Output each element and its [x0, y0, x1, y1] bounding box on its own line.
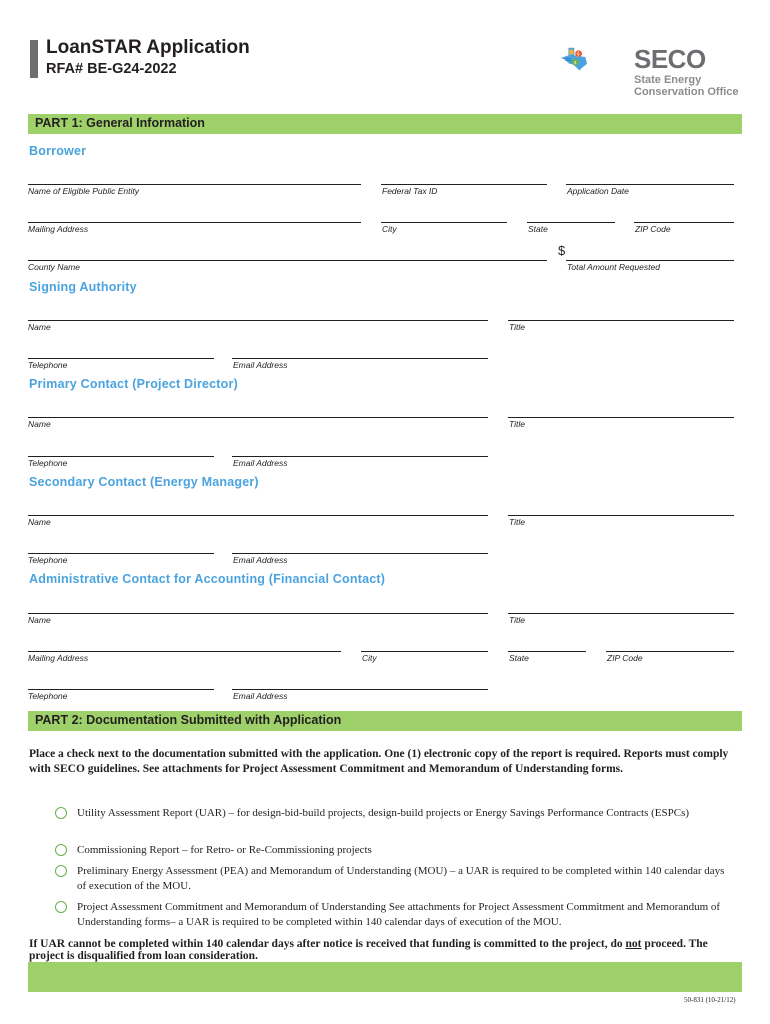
admin-name-field[interactable]: [28, 613, 488, 614]
note-not-emphasis: not: [625, 938, 642, 950]
primary-title-label: Title: [509, 419, 525, 429]
admin-contact-heading: Administrative Contact for Accounting (Financial Contact): [29, 572, 386, 586]
admin-email-label: Email Address: [233, 691, 288, 701]
primary-title-field[interactable]: [508, 417, 734, 418]
option-commissioning-radio[interactable]: [55, 844, 67, 856]
borrower-mailing-address-field[interactable]: [28, 222, 361, 223]
borrower-zip-field[interactable]: [634, 222, 734, 223]
primary-telephone-label: Telephone: [28, 458, 68, 468]
admin-telephone-label: Telephone: [28, 691, 68, 701]
primary-email-field[interactable]: [232, 456, 488, 457]
county-name-label: County Name: [28, 262, 80, 272]
signing-telephone-field[interactable]: [28, 358, 214, 359]
option-pea-mou-radio[interactable]: [55, 865, 67, 877]
borrower-zip-label: ZIP Code: [635, 224, 671, 234]
borrower-heading: Borrower: [29, 144, 87, 158]
county-name-field[interactable]: [28, 260, 547, 261]
admin-mailing-address-field[interactable]: [28, 651, 341, 652]
admin-state-field[interactable]: [508, 651, 586, 652]
part2-title: PART 2: Documentation Submitted with Application: [35, 713, 342, 727]
admin-zip-label: ZIP Code: [607, 653, 643, 663]
rfa-number: RFA# BE-G24-2022: [46, 61, 177, 77]
eligible-entity-label: Name of Eligible Public Entity: [28, 186, 140, 196]
secondary-name-field[interactable]: [28, 515, 488, 516]
admin-telephone-field[interactable]: [28, 689, 214, 690]
signing-email-label: Email Address: [233, 360, 288, 370]
option-assessment-commitment[interactable]: [55, 900, 735, 930]
logo-name: SECO: [634, 44, 706, 74]
admin-zip-field[interactable]: [606, 651, 734, 652]
secondary-telephone-field[interactable]: [28, 553, 214, 554]
borrower-city-field[interactable]: [381, 222, 507, 223]
logo-subtitle: State Energy Conservation Office: [634, 74, 739, 98]
bottom-bar: [28, 962, 742, 992]
title-accent-bar: [30, 40, 38, 78]
eligible-entity-field[interactable]: [28, 184, 361, 185]
admin-title-field[interactable]: [508, 613, 734, 614]
admin-city-field[interactable]: [361, 651, 488, 652]
page-title: LoanSTAR Application: [46, 37, 250, 58]
part2-instructions: Place a check next to the documentation submitted with the application. One (1) electronic copy of the report is required. Reports must comply with SECO guidelines. See attachments for Project Assessment Commitment and Memorandum of Understanding forms.: [29, 748, 729, 775]
signing-title-field[interactable]: [508, 320, 734, 321]
secondary-email-label: Email Address: [233, 555, 288, 565]
admin-city-label: City: [362, 653, 377, 663]
option-commissioning-label: Commissioning Report – for Retro- or Re-Commissioning projects: [77, 844, 372, 856]
signing-name-field[interactable]: [28, 320, 488, 321]
total-amount-field[interactable]: [566, 260, 734, 261]
option-uar-label: Utility Assessment Report (UAR) – for design-bid-build projects, design-build projects or Energy Savings Performance Contracts (ESPCs): [77, 807, 690, 819]
svg-text:$: $: [573, 59, 577, 65]
signing-email-field[interactable]: [232, 358, 488, 359]
primary-contact-heading: Primary Contact (Project Director): [29, 377, 238, 391]
signing-title-label: Title: [509, 322, 525, 332]
secondary-name-label: Name: [28, 517, 51, 527]
borrower-mailing-address-label: Mailing Address: [28, 224, 89, 234]
secondary-title-label: Title: [509, 517, 525, 527]
application-date-field[interactable]: [566, 184, 734, 185]
option-pea-mou[interactable]: [55, 864, 735, 894]
option-assessment-commitment-radio[interactable]: [55, 901, 67, 913]
option-pea-mou-label: Preliminary Energy Assessment (PEA) and Memorandum of Understanding (MOU) – a UAR is required to be completed within 140 calendar days of execution of the MOU.: [77, 865, 725, 892]
part1-title: PART 1: General Information: [35, 116, 205, 130]
signing-authority-heading: Signing Authority: [29, 280, 137, 294]
option-commissioning[interactable]: [55, 843, 735, 858]
disqualification-note: If UAR cannot be completed within 140 calendar days after notice is received that funding is committed to the project, do not proceed. The project is disqualified from loan consideration.: [29, 938, 708, 962]
borrower-state-field[interactable]: [527, 222, 615, 223]
primary-name-label: Name: [28, 419, 51, 429]
total-amount-label: Total Amount Requested: [567, 262, 660, 272]
secondary-contact-heading: Secondary Contact (Energy Manager): [29, 475, 259, 489]
admin-email-field[interactable]: [232, 689, 488, 690]
federal-tax-id-label: Federal Tax ID: [382, 186, 438, 196]
federal-tax-id-field[interactable]: [381, 184, 547, 185]
dollar-sign: $: [558, 243, 566, 258]
primary-name-field[interactable]: [28, 417, 488, 418]
form-number: 50-831 (10-21/12): [684, 996, 736, 1004]
admin-name-label: Name: [28, 615, 51, 625]
signing-name-label: Name: [28, 322, 51, 332]
option-uar[interactable]: [55, 806, 735, 821]
signing-telephone-label: Telephone: [28, 360, 68, 370]
primary-telephone-field[interactable]: [28, 456, 214, 457]
admin-state-label: State: [509, 653, 529, 663]
secondary-email-field[interactable]: [232, 553, 488, 554]
admin-title-label: Title: [509, 615, 525, 625]
option-uar-radio[interactable]: [55, 807, 67, 819]
secondary-title-field[interactable]: [508, 515, 734, 516]
borrower-city-label: City: [382, 224, 397, 234]
admin-mailing-address-label: Mailing Address: [28, 653, 89, 663]
option-assessment-commitment-label: Project Assessment Commitment and Memorandum of Understanding See attachments for Project Assessment Commitment and Memorandum of Understanding forms– a UAR is required to be completed within 140 calendar days of execution of the MOU.: [77, 901, 721, 928]
borrower-state-label: State: [528, 224, 548, 234]
secondary-telephone-label: Telephone: [28, 555, 68, 565]
texas-map-logo-icon: [560, 30, 636, 90]
application-date-label: Application Date: [567, 186, 629, 196]
primary-email-label: Email Address: [233, 458, 288, 468]
